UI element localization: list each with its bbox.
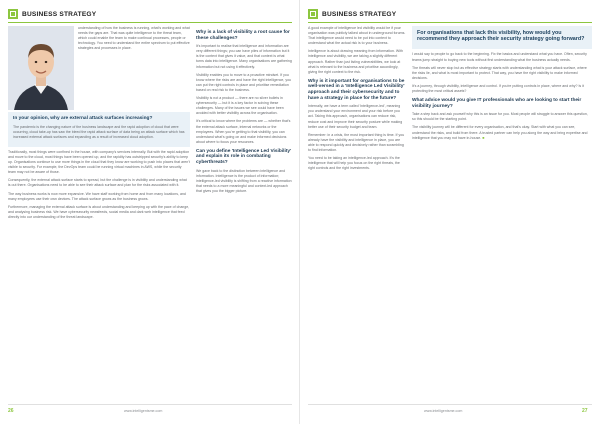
question-heading: In your opinion, why are external attack surfaces increasing? [13, 116, 153, 121]
right-section-header [308, 8, 396, 20]
body-paragraph: Take a step back and ask yourself why this is an issue for you. Most people will struggle to answer this question, so this should be the starting point. [412, 112, 588, 122]
body-paragraph: Traditionally, most things were confined in the house, with company's services internally. But with the rapid adoption and move to the cloud, most things have been opened up, and the rapidity has outstripped security's ability to keep up. Organisations continue to use more things in the cloud that they know are working to push into places that aren't visible to security. For example, the DevOps team could be running virtual machines in AWS, while the security team may not be aware of those. [8, 149, 190, 175]
left-header-rule [8, 22, 292, 23]
body-paragraph: The threats will never stop but as effective strategy starts with understanding what is your attack surface, where the risks lie, and what is most important to protect. That way, you have the right visibility to make informed decisions. [412, 65, 587, 80]
right-col2 [412, 26, 592, 144]
body-paragraph: A good example of intelligence led visibility would be if your organisation was publicly talked about in underground forums. That intelligence would need to be put into context to understand what the actual risk is to your business. [308, 26, 406, 46]
body-paragraph: Visibility is not a product — there are no silver bullets in cybersecurity — but it is a key factor in solving these challenges. Many of the issues we see could have been avoided with better visibility across the organisation. [196, 96, 284, 116]
question-callout [8, 112, 190, 147]
left-col2 [196, 26, 292, 197]
body-paragraph: Visibility enables you to move to a proactive mindset. If you know where the risks are and have the right intelligence, you can put the right controls in place and prioritise remediation based on real risk to the business. [196, 72, 292, 92]
page-gutter [299, 0, 300, 424]
body-paragraph: It's important to realise that intelligence and information are very different things; you can have piles of information but it is the context that gives it value, and that context is what turns data into intelligence. Many organisations are gathering information but not using it effectively. [196, 44, 292, 69]
left-col1-main [8, 112, 190, 223]
right-header-rule [308, 22, 592, 23]
question-heading: Why is a lack of visibility a root cause for these challenges? [196, 30, 290, 41]
right-page-number: 27 [582, 408, 588, 414]
right-col1 [308, 26, 406, 174]
body-paragraph: The way business works is now more expansive. We have staff working from home and from many locations, and many employees use their own devices. The attack surface grows as the business grows. [8, 191, 186, 201]
body-paragraph: I would say to people to go back to the beginning. Fix the basics and understand what you have. Often, security teams jump straight to buying new tools without first understanding what the business actually needs. [412, 52, 587, 62]
question-heading: Why is it important for organisations to be well-versed in a 'Intelligence Led Visibility' approach and their cybersecurity and to have a strategy in place for the future? [308, 78, 405, 101]
right-section-title: BUSINESS STRATEGY [322, 10, 397, 18]
body-paragraph: It's critical to know where the problems are — whether that's the external attack surface, internal networks or the employees. When you're getting to that visibility, you can understand what's going on and make informed decisions about where to focus your resources. [196, 119, 291, 144]
section-mark-icon [308, 9, 318, 19]
author-photo-block [8, 26, 74, 116]
question-heading: What advice would you give IT professionals who are looking to start their visibility journey? [412, 98, 582, 109]
body-paragraph: It's a journey, through visibility, intelligence and control. If you're putting controls in place, where and why? Is it protecting the most critical assets? [412, 83, 584, 93]
left-footer-url[interactable]: www.intelligentsme.com [124, 409, 163, 413]
left-section-header [8, 8, 96, 20]
body-paragraph: Remember: in a crisis, the most important thing is time. If you already have the visibility and intelligence in place, you are able to respond quickly and decisively rather than scrambling to find information. [308, 132, 405, 152]
left-col1-top [78, 26, 190, 54]
body-paragraph: Intelligence is about drawing meaning from information. With intelligence and visibility, we are taking a slightly different approach. Rather than just listing vulnerabilities, we look at what is relevant to the business and prioritise accordingly, giving the right context to the risk. [308, 49, 404, 74]
section-mark-icon [8, 9, 18, 19]
body-paragraph: Consequently, the external attack surface starts to spread, but the challenge is in visibility and understanding what is out there. Organisations need to be able to see their attack surface and plan for the risks associated with it. [8, 178, 187, 188]
intro-paragraph: understanding of how the business is running, what's working and what needs the gaps are. That was quite intelligence to the threat team, which could enable the team to make continual processes, people or technology. You need to understand the entire spectrum to put effective strategies and processes in place. [78, 26, 190, 51]
body-paragraph: Internally, we have a term called 'intelligence-led', meaning you understand your environment and your risk before you act. Taking this approach, organisations can reduce risk, reduce cost and improve their security posture while making better use of their security budget and team. [308, 104, 403, 129]
portrait-illustration [8, 26, 74, 110]
body-text: The visibility journey will be different for every organisation, and that's okay. Start with what you can see, understand the risks, and build from there. A trusted partner can help you along the way and bring expertise and intelligence that you may not have in-house. [412, 125, 588, 140]
question-callout [412, 26, 592, 49]
question-heading: For organisations that lack this visibility, how would you recommend they approach their security strategy going forward? [417, 30, 585, 43]
left-section-title: BUSINESS STRATEGY [22, 10, 97, 18]
left-footer-rule [8, 404, 292, 405]
body-paragraph: The pandemic is the changing nature of the business landscape and the rapid adoption of cloud that were occurring, cloud take-up has saw the bleed the rapid attack surface of data being an attack surface which has increased external attack surfaces and expanding as a result of increased cloud adoption. [13, 124, 185, 139]
right-footer-rule [308, 404, 592, 405]
body-paragraph [412, 125, 592, 140]
body-paragraph: You need to be taking an intelligence-led approach. It's the intelligence that will help you focus on the right threats, the right controls and the right investments. [308, 156, 400, 171]
body-paragraph: Furthermore, managing the external attack surface is about understanding and keeping up with the pace of change, and analysing business risk. We have cybersecurity newsfeeds, social media and dark web intelligence that feed directly into our understanding of the threat landscape. [8, 204, 190, 219]
body-paragraph: We gave back to the distinction between intelligence and information. Intelligence is the product of information; intelligence-led visibility is shifting from a reactive information that needs to a more meaningful and context-led approach that gives you the bigger picture. [196, 168, 292, 194]
end-mark-icon: ■ [482, 135, 485, 140]
right-footer-url[interactable]: www.intelligentsme.com [424, 409, 463, 413]
question-heading: Can you define 'Intelligence Led Visibility' and explain its role in combating cyberthreats? [196, 148, 292, 166]
left-page-number: 26 [8, 408, 14, 414]
author-photo [8, 26, 74, 110]
